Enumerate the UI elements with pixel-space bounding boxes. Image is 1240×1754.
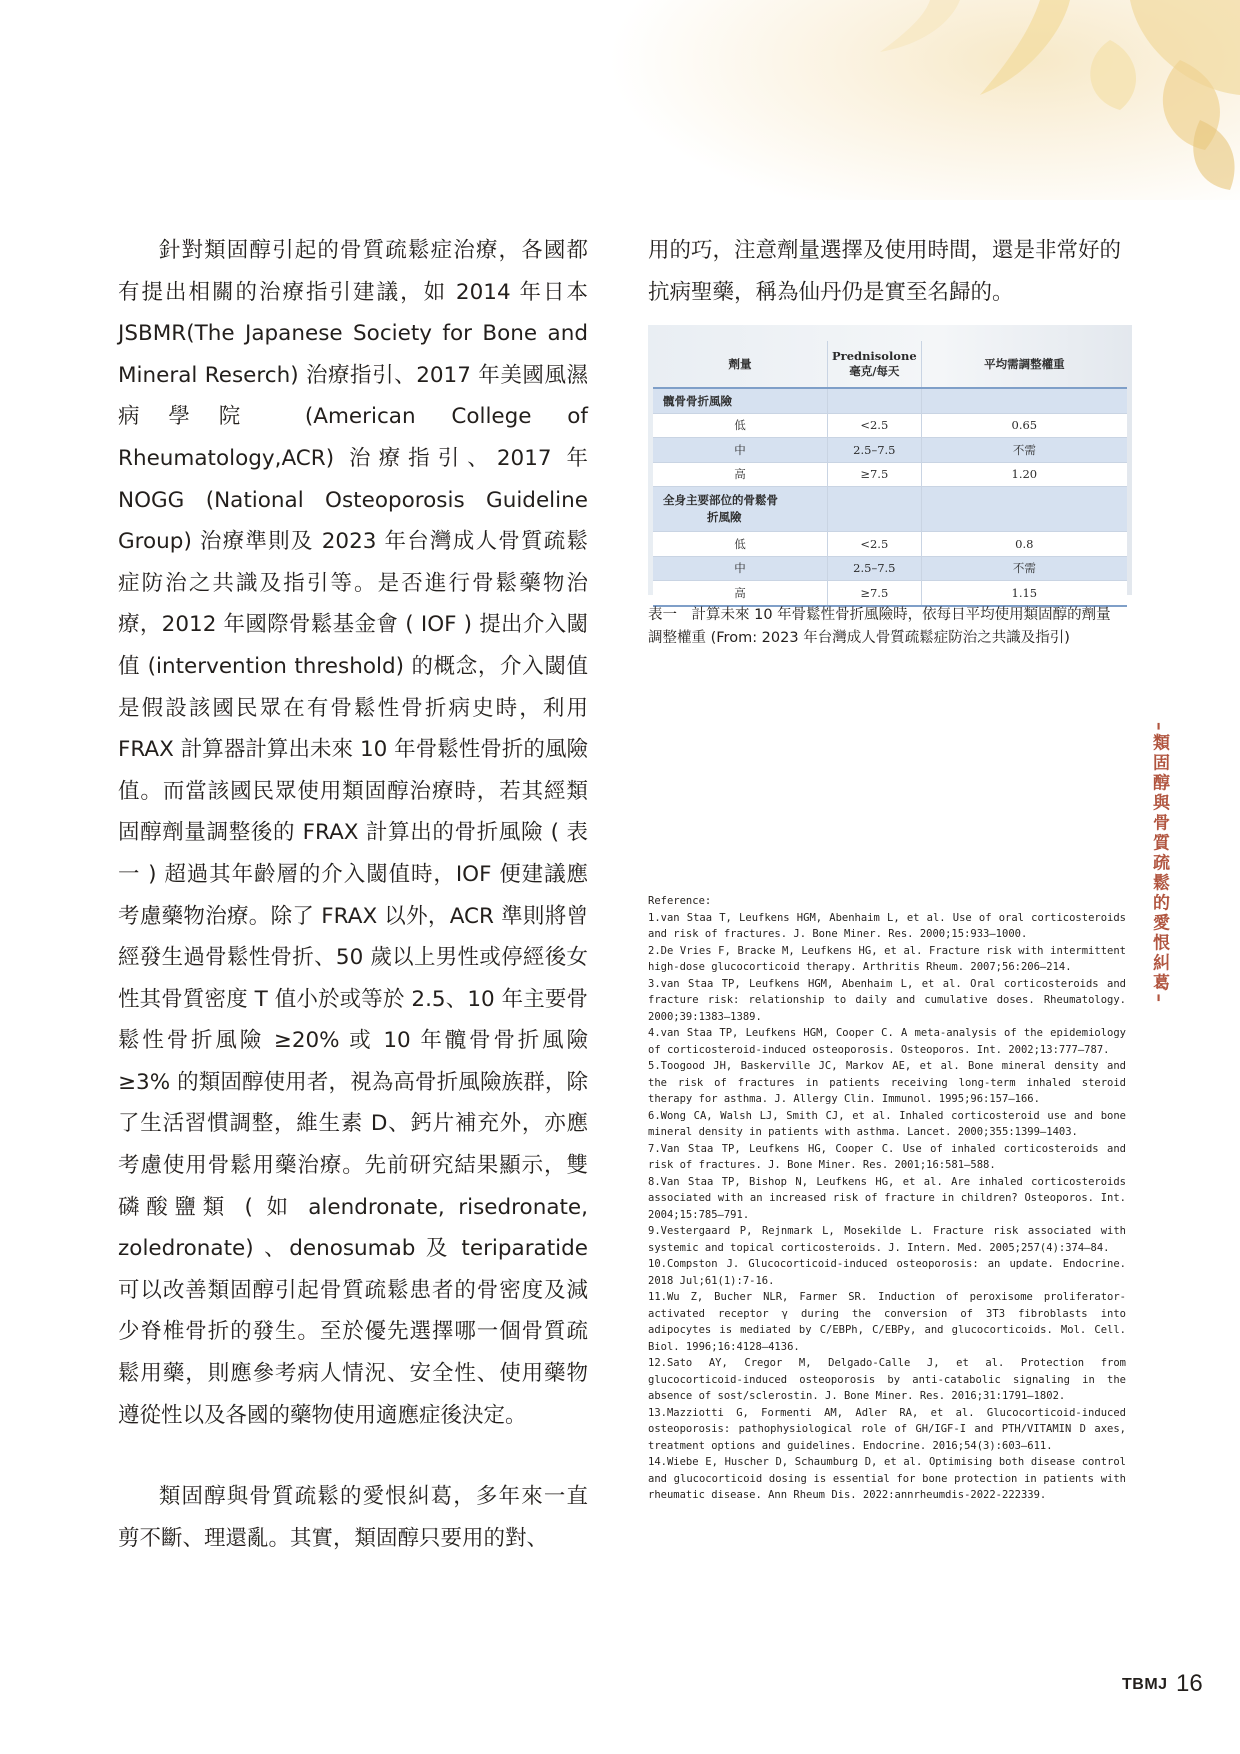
cell-weight: 1.20 <box>921 462 1127 487</box>
cell-dose: 2.5–7.5 <box>828 556 922 581</box>
right-column <box>648 230 1126 313</box>
side-running-title: –類固醇與骨質疏鬆的愛恨糾葛– <box>1149 722 1169 1005</box>
reference-item: 14.Wiebe E, Huscher D, Schaumburg D, et al. Optimising both disease control and glucocorticoid dosing is essential for bone protection in patients with rheumatic disease. Ann Rheum Dis. 2022:annrheumdis-2022-222339. <box>648 1456 1126 1501</box>
table-row <box>653 556 1127 581</box>
cell-weight: 1.15 <box>921 581 1127 606</box>
header-prednisolone-name: Prednisolone <box>832 349 917 363</box>
reference-item: 6.Wong CA, Walsh LJ, Smith CJ, et al. Inhaled corticosteroid use and bone mineral density in patients with asthma. Lancet. 2000;355:1399–1403. <box>648 1109 1126 1138</box>
table-row <box>653 438 1127 463</box>
section-label-major-line1: 全身主要部位的骨鬆骨 <box>663 493 778 507</box>
reference-heading: Reference: <box>648 895 712 907</box>
table-cell <box>828 487 922 532</box>
reference-item: 4.van Staa TP, Leufkens HGM, Cooper C. A meta-analysis of the epidemiology of corticosteroid-induced osteoporosis. Osteoporos. Int. 2002;13:777–787. <box>648 1027 1126 1056</box>
reference-item: 1.van Staa T, Leufkens HGM, Abenhaim L, et al. Use of oral corticosteroids and risk of fractures. J. Bone Miner. Res. 2000;15:933–1000. <box>648 911 1126 940</box>
cell-weight: 不需 <box>921 438 1127 463</box>
table-cell <box>828 388 922 413</box>
ginkgo-leaves-icon <box>0 0 1240 200</box>
section-label-major-line2: 折風險 <box>707 510 742 524</box>
cell-dose: <2.5 <box>828 532 922 557</box>
cell-dose: ≥7.5 <box>828 462 922 487</box>
table-cell <box>921 388 1127 413</box>
cell-level: 低 <box>653 413 828 438</box>
ginkgo-header-decoration <box>0 0 1240 200</box>
cell-dose: ≥7.5 <box>828 581 922 606</box>
section-label-hip: 髖骨骨折風險 <box>653 388 828 413</box>
reference-item: 9.Vestergaard P, Rejnmark L, Mosekilde L. Fracture risk associated with systemic and topical corticosteroids. J. Intern. Med. 2005;257(4):374–84. <box>648 1225 1126 1254</box>
table-header-weight: 平均需調整權重 <box>921 341 1127 388</box>
cell-level: 中 <box>653 438 828 463</box>
reference-item: 2.De Vries F, Bracke M, Leufkens HG, et al. Fracture risk with intermittent high-dose glucocorticoid therapy. Arthritis Rheum. 2007;56:206–214. <box>648 944 1126 973</box>
cell-level: 低 <box>653 532 828 557</box>
reference-item: 7.Van Staa TP, Leufkens HG, Cooper C. Use of inhaled corticosteroids and risk of fractures. J. Bone Miner. Res. 2001;16:581–588. <box>648 1142 1126 1171</box>
cell-weight: 不需 <box>921 556 1127 581</box>
reference-item: 12.Sato AY, Cregor M, Delgado-Calle J, et al. Protection from glucocorticoid-induced osteoporosis by anti-catabolic signaling in the absence of sost/sclerostin. J. Bone Miner. Res. 2016;31:1791–1802. <box>648 1357 1126 1402</box>
table-section-row <box>653 487 1127 532</box>
reference-item: 5.Toogood JH, Baskerville JC, Markov AE, et al. Bone mineral density and the risk of fractures in patients receiving long-term inhaled steroid therapy for asthma. J. Allergy Clin. Immunol. 1995;96:157–166. <box>648 1060 1126 1105</box>
reference-list <box>648 893 1126 1504</box>
cell-level: 高 <box>653 462 828 487</box>
cell-level: 中 <box>653 556 828 581</box>
table-section-row <box>653 388 1127 413</box>
journal-brand: TBMJ <box>1122 1676 1168 1693</box>
table-row <box>653 532 1127 557</box>
reference-item: 13.Mazziotti G, Formenti AM, Adler RA, et al. Glucocorticoid-induced osteoporosis: pathophysiological role of GH/IGF-I and PTH/VITAMIN D axes, treatment options and guidelines. Endocrine. 2016;54(3):603–611. <box>648 1406 1126 1452</box>
body-paragraph-1: 針對類固醇引起的骨質疏鬆症治療，各國都有提出相關的治療指引建議，如 2014 年日本 JSBMR(The Japanese Society for Bone and Mineral Reserch) 治療指引、2017 年美國風濕病學院 (American College of Rheumatology,ACR) 治療指引、2017 年 NOGG (National Osteoporosis Guideline Group) 治療準則及 2023 年台灣成人骨質疏鬆症防治之共識及指引等。是否進行骨鬆藥物治療，2012 年國際骨鬆基金會 ( IOF ) 提出介入閾值 (intervention threshold) 的概念，介入閾值是假設該國民眾在有骨鬆性骨折病史時，利用 FRAX 計算器計算出未來 10 年骨鬆性骨折的風險值。而當該國民眾使用類固醇治療時，若其經類固醇劑量調整後的 FRAX 計算出的骨折風險 ( 表一 ) 超過其年齡層的介入閾值時，IOF 便建議應考慮藥物治療。除了 FRAX 以外，ACR 準則將曾經發生過骨鬆性骨折、50 歲以上男性或停經後女性其骨質密度 T 值小於或等於 2.5、10 年主要骨鬆性骨折風險 ≥20% 或 10 年髖骨骨折風險 ≥3% 的類固醇使用者，視為高骨折風險族群，除了生活習慣調整，維生素 D、鈣片補充外，亦應考慮使用骨鬆用藥治療。先前研究結果顯示，雙磷酸鹽類 ( 如 alendronate, risedronate, zoledronate) 、denosumab 及 teriparatide 可以改善類固醇引起骨質疏鬆患者的骨密度及減少脊椎骨折的發生。至於優先選擇哪一個骨質疏鬆用藥，則應參考病人情況、安全性、使用藥物遵從性以及各國的藥物使用適應症後決定。 <box>118 238 588 1428</box>
body-paragraph-2: 類固醇與骨質疏鬆的愛恨糾葛，多年來一直剪不斷、理還亂。其實，類固醇只要用的對、 <box>118 1484 588 1551</box>
table-row <box>653 581 1127 606</box>
page-footer <box>1122 1670 1228 1697</box>
table-figure <box>648 325 1132 600</box>
dose-adjustment-table <box>653 341 1127 607</box>
table-row <box>653 462 1127 487</box>
table-caption: 表一 計算未來 10 年骨鬆性骨折風險時，依每日平均使用類固醇的劑量調整權重 (From: 2023 年台灣成人骨質疏鬆症防治之共識及指引) <box>648 607 1111 646</box>
table-cell <box>921 487 1127 532</box>
reference-item: 3.van Staa TP, Leufkens HGM, Abenhaim L, et al. Oral corticosteroids and fracture risk: relationship to daily and cumulative doses. Rheumatology. 2000;39:1383–1389. <box>648 977 1126 1023</box>
page-number: 16 <box>1176 1670 1203 1697</box>
reference-item: 11.Wu Z, Bucher NLR, Farmer SR. Induction of peroxisome proliferator-activated receptor γ during the conversion of 3T3 fibroblasts into adipocytes is mediated by C/EBPh, C/EBPy, and glucocorticoids. Mol. Cell. Biol. 1996;16:4128–4136. <box>648 1291 1126 1353</box>
cell-dose: <2.5 <box>828 413 922 438</box>
reference-item: 10.Compston J. Glucocorticoid-induced osteoporosis: an update. Endocrine. 2018 Jul;61(1):7-16. <box>648 1258 1126 1287</box>
cell-level: 高 <box>653 581 828 606</box>
cell-weight: 0.65 <box>921 413 1127 438</box>
body-paragraph-continuation: 用的巧，注意劑量選擇及使用時間，還是非常好的抗病聖藥，稱為仙丹仍是實至名歸的。 <box>648 238 1122 305</box>
reference-item: 8.Van Staa TP, Bishop N, Leufkens HG, et al. Are inhaled corticosteroids associated with an increased risk of fracture in children? Osteoporos. Int. 2004;15:785–791. <box>648 1175 1126 1221</box>
left-column <box>118 230 588 1559</box>
table-row <box>653 413 1127 438</box>
cell-dose: 2.5–7.5 <box>828 438 922 463</box>
header-prednisolone-unit: 毫克/每天 <box>849 364 900 378</box>
section-label-major <box>653 487 828 532</box>
table-header-dose: 劑量 <box>653 341 828 388</box>
cell-weight: 0.8 <box>921 532 1127 557</box>
table-header-prednisolone <box>828 341 922 388</box>
